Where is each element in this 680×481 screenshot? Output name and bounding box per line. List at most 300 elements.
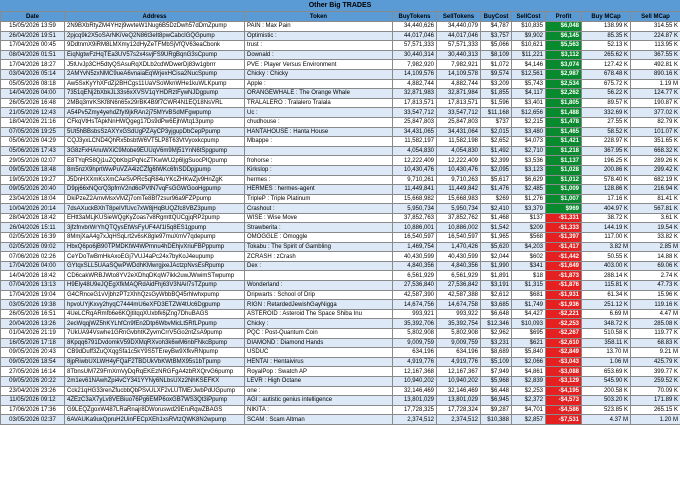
column-header-buy-cost[interactable]: BuyCost (481, 12, 512, 22)
cell-buy-tokens[interactable]: 14,109,576 (393, 69, 437, 79)
cell-profit[interactable]: -$7,531 (546, 415, 582, 425)
cell-address[interactable]: J5tUvJp3CH5dtyQSAsuRqXDLb2cdWDwerDj83w1gbrrr (65, 60, 245, 70)
cell-sell-tokens[interactable]: 4,840,356 (437, 261, 481, 271)
cell-sell-mcap[interactable]: 377.02 K (631, 108, 680, 118)
cell-sell-tokens[interactable]: 5,950,734 (437, 204, 481, 214)
cell-profit[interactable]: $1,007 (546, 194, 582, 204)
cell-sell-tokens[interactable]: 9,710,263 (437, 175, 481, 185)
cell-sell-tokens[interactable]: 993,922 (437, 309, 481, 319)
cell-token[interactable]: PQC : Post-Quantum Coin (245, 329, 393, 339)
cell-date[interactable]: 23/04/2026 23:26 (1, 386, 65, 396)
cell-buy-cost[interactable]: $3,209 (481, 79, 512, 89)
cell-profit[interactable]: $1,805 (546, 98, 582, 108)
cell-address[interactable]: H9Ely48U9eJQEgXfkMAQRdAidFhj63V3NAiI7sTZpump (65, 281, 245, 291)
cell-profit[interactable]: $3,074 (546, 60, 582, 70)
cell-sell-mcap[interactable]: 101.07 K (631, 127, 680, 137)
cell-sell-mcap[interactable]: 224.87 K (631, 31, 680, 41)
cell-profit[interactable]: -$4,586 (546, 405, 582, 415)
cell-date[interactable]: 17/04/2026 19:04 (1, 290, 65, 300)
cell-sell-mcap[interactable]: 2.74 K (631, 271, 680, 281)
cell-buy-mcap[interactable]: 196.25 K (582, 156, 631, 166)
table-row[interactable] (1, 300, 680, 310)
cell-sell-tokens[interactable]: 4,054,830 (437, 146, 481, 156)
cell-sell-mcap[interactable]: 70.09 K (631, 386, 680, 396)
table-row[interactable] (1, 156, 680, 166)
cell-buy-mcap[interactable]: 50.55 K (582, 252, 631, 262)
cell-buy-cost[interactable]: $2,410 (481, 204, 512, 214)
cell-sell-tokens[interactable]: 37,852,762 (437, 213, 481, 223)
cell-token[interactable]: NIKITA : (245, 405, 393, 415)
cell-buy-cost[interactable]: $8,689 (481, 348, 512, 358)
table-row[interactable] (1, 194, 680, 204)
cell-buy-tokens[interactable]: 1,469,754 (393, 242, 437, 252)
cell-address[interactable]: hpvoUYjKxvy2hyqC7444mU6eXFD3ETZW4tUc6Dgpump (65, 300, 245, 310)
cell-date[interactable]: 18/04/2026 21:16 (1, 117, 65, 127)
cell-date[interactable]: 10/04/2026 20:14 (1, 204, 65, 214)
cell-sell-cost[interactable]: $1,315 (512, 281, 546, 291)
cell-buy-cost[interactable]: $1,542 (481, 223, 512, 233)
table-row[interactable] (1, 338, 680, 348)
table-row[interactable] (1, 252, 680, 262)
cell-sell-tokens[interactable]: 34,431,064 (437, 127, 481, 137)
column-header-sell-cost[interactable]: SellCost (512, 12, 546, 22)
cell-address[interactable]: 3G8zFxHAnuWXiC9Mobe9EUUqV6m9Mj51YnN6tSpgpump (65, 146, 245, 156)
cell-address[interactable]: J5DnHXXmKsXmCAeSvPRc5qR84uYKcZHKwZjv9HnZgK (65, 175, 245, 185)
cell-buy-tokens[interactable]: 10,940,202 (393, 376, 437, 386)
cell-buy-cost[interactable]: $4,787 (481, 22, 512, 32)
cell-buy-tokens[interactable]: 4,054,830 (393, 146, 437, 156)
cell-sell-tokens[interactable]: 1,470,426 (437, 242, 481, 252)
cell-buy-tokens[interactable]: 12,167,368 (393, 367, 437, 377)
cell-sell-cost[interactable]: $12,561 (512, 69, 546, 79)
cell-buy-tokens[interactable]: 993,921 (393, 309, 437, 319)
cell-sell-mcap[interactable]: 82.79 K (631, 117, 680, 127)
cell-token[interactable] (245, 146, 393, 156)
cell-buy-mcap[interactable]: 52.13 K (582, 41, 631, 51)
cell-token[interactable]: ORANGEWHALE : The Orange Whale (245, 89, 393, 99)
cell-buy-tokens[interactable]: 15,668,982 (393, 194, 437, 204)
cell-profit[interactable]: $1,478 (546, 117, 582, 127)
cell-sell-tokens[interactable]: 40,430,599 (437, 252, 481, 262)
cell-profit[interactable]: -$1,649 (546, 261, 582, 271)
cell-profit[interactable]: -$1,333 (546, 223, 582, 233)
cell-sell-tokens[interactable]: 33,547,712 (437, 108, 481, 118)
cell-token[interactable]: WISE : Wise Move (245, 213, 393, 223)
cell-buy-cost[interactable]: $7,949 (481, 367, 512, 377)
cell-profit[interactable]: -$1,931 (546, 290, 582, 300)
cell-buy-cost[interactable]: $3,231 (481, 338, 512, 348)
table-row[interactable] (1, 175, 680, 185)
cell-sell-mcap[interactable]: 1.20 M (631, 415, 680, 425)
cell-sell-tokens[interactable]: 10,430,476 (437, 165, 481, 175)
cell-buy-cost[interactable]: $12,346 (481, 319, 512, 329)
cell-date[interactable]: 09/05/2026 20:22 (1, 376, 65, 386)
cell-address[interactable]: DkiPzeZ2AmvMsxVMZj7omTe8Bf7zsur96a9FZPpump (65, 194, 245, 204)
cell-buy-cost[interactable]: $1,492 (481, 146, 512, 156)
table-row[interactable] (1, 290, 680, 300)
cell-buy-cost[interactable]: $2,612 (481, 290, 512, 300)
cell-sell-cost[interactable]: $11,221 (512, 50, 546, 60)
cell-date[interactable]: 09/05/2026 18:54 (1, 357, 65, 367)
cell-sell-cost[interactable]: $621 (512, 338, 546, 348)
cell-address[interactable]: EiqNgtwFzHqTEa3UV57s2x4svjFS9URgBqnG3sCpump (65, 50, 245, 60)
cell-date[interactable]: 26/04/2026 19:51 (1, 31, 65, 41)
cell-sell-cost[interactable]: $681 (512, 290, 546, 300)
cell-buy-mcap[interactable]: 251.12 K (582, 300, 631, 310)
cell-profit[interactable]: $1,028 (546, 165, 582, 175)
cell-sell-tokens[interactable]: 17,813,571 (437, 98, 481, 108)
cell-date[interactable]: 09/05/2026 18:48 (1, 165, 65, 175)
table-row[interactable] (1, 386, 680, 396)
cell-sell-cost[interactable]: $4,117 (512, 89, 546, 99)
cell-token[interactable]: USDUC (245, 348, 393, 358)
column-header-sell-mcap[interactable]: Sell MCap (631, 12, 680, 22)
cell-sell-tokens[interactable]: 634,196 (437, 348, 481, 358)
cell-sell-cost[interactable]: $1,749 (512, 300, 546, 310)
cell-token[interactable]: one : (245, 386, 393, 396)
table-row[interactable] (1, 50, 680, 60)
cell-sell-tokens[interactable]: 30,440,313 (437, 50, 481, 60)
table-row[interactable] (1, 185, 680, 195)
cell-sell-mcap[interactable]: 68.83 K (631, 338, 680, 348)
cell-buy-cost[interactable]: $8,109 (481, 50, 512, 60)
table-row[interactable] (1, 261, 680, 271)
cell-sell-cost[interactable]: $3,379 (512, 204, 546, 214)
cell-profit[interactable]: -$2,849 (546, 348, 582, 358)
table-row[interactable] (1, 137, 680, 147)
cell-address[interactable]: 7UkUA94Vswhe1GRnGvbhtKZyvmCrrV5Go2ntZsA9pump (65, 329, 245, 339)
cell-date[interactable]: 17/04/2026 18:27 (1, 60, 65, 70)
cell-sell-cost[interactable]: $10,093 (512, 319, 546, 329)
cell-sell-mcap[interactable]: 124.77 K (631, 89, 680, 99)
cell-token[interactable]: Apple : (245, 79, 393, 89)
table-row[interactable] (1, 31, 680, 41)
cell-profit[interactable]: -$2,610 (546, 338, 582, 348)
cell-sell-cost[interactable]: $2,857 (512, 415, 546, 425)
cell-token[interactable]: HANTAHOUSE : Hanta House (245, 127, 393, 137)
cell-address[interactable]: GYtqxSLL5UAaSQwPWDdhKMwrgjxeJActzpNvsEsRpump (65, 261, 245, 271)
cell-sell-tokens[interactable]: 44,017,046 (437, 31, 481, 41)
cell-buy-mcap[interactable]: 117.00 K (582, 233, 631, 243)
cell-sell-tokens[interactable]: 9,009,759 (437, 338, 481, 348)
cell-sell-mcap[interactable]: 33.82 K (631, 233, 680, 243)
cell-date[interactable]: 23/04/2026 18:04 (1, 194, 65, 204)
cell-sell-tokens[interactable]: 35,392,754 (437, 319, 481, 329)
table-row[interactable] (1, 98, 680, 108)
cell-token[interactable]: Chicky : (245, 319, 393, 329)
cell-buy-mcap[interactable]: 200.58 K (582, 386, 631, 396)
cell-token[interactable] (245, 271, 393, 281)
cell-token[interactable]: TripleP : Triple Platinum (245, 194, 393, 204)
cell-sell-cost[interactable]: $18 (512, 271, 546, 281)
cell-sell-cost[interactable]: $4,427 (512, 309, 546, 319)
cell-sell-tokens[interactable]: 42,587,388 (437, 290, 481, 300)
cell-sell-cost[interactable]: $3,536 (512, 156, 546, 166)
cell-buy-tokens[interactable]: 9,009,759 (393, 338, 437, 348)
cell-token[interactable]: chudhouse : (245, 117, 393, 127)
cell-address[interactable]: 2N9BXbRtyZM4YHzj9wvteW1Nug6B5DzDwh57dDmZpump (65, 22, 245, 32)
cell-token[interactable]: Dex : (245, 261, 393, 271)
cell-sell-cost[interactable]: $10,621 (512, 41, 546, 51)
cell-buy-cost[interactable]: $1,990 (481, 261, 512, 271)
cell-profit[interactable]: $2,534 (546, 79, 582, 89)
cell-buy-tokens[interactable]: 12,222,409 (393, 156, 437, 166)
cell-sell-mcap[interactable]: 314.55 K (631, 22, 680, 32)
cell-sell-mcap[interactable]: 668.32 K (631, 146, 680, 156)
cell-buy-mcap[interactable]: 3.82 M (582, 242, 631, 252)
cell-address[interactable]: 8Kpqq6791DvdomkV59DXMqRXvoh3k6wM6nbFNkcBpump (65, 338, 245, 348)
cell-token[interactable]: Mbappe : (245, 137, 393, 147)
cell-date[interactable]: 26/04/2026 15:11 (1, 223, 65, 233)
table-row[interactable] (1, 242, 680, 252)
cell-address[interactable]: Aw5SxKyYhXFdZj2BHCgs11UaVSoWknWHe1kuWLKpump (65, 79, 245, 89)
cell-date[interactable]: 20/04/2026 13:26 (1, 319, 65, 329)
cell-buy-tokens[interactable]: 35,392,706 (393, 319, 437, 329)
cell-address[interactable]: 2m1ev61NAwhZpi4vCY341YYNy6NLbsUXz2NhKSEFKX (65, 376, 245, 386)
cell-sell-cost[interactable]: $3,123 (512, 165, 546, 175)
cell-sell-mcap[interactable]: 113.95 K (631, 41, 680, 51)
cell-sell-tokens[interactable]: 34,440,079 (437, 22, 481, 32)
cell-profit[interactable]: $2,987 (546, 69, 582, 79)
cell-sell-mcap[interactable]: 19.54 K (631, 223, 680, 233)
cell-profit[interactable]: -$4,573 (546, 396, 582, 406)
cell-sell-cost[interactable]: $2,066 (512, 357, 546, 367)
table-row[interactable] (1, 319, 680, 329)
cell-sell-mcap[interactable]: 285.08 K (631, 319, 680, 329)
cell-sell-tokens[interactable]: 11,582,198 (437, 137, 481, 147)
table-row[interactable] (1, 60, 680, 70)
cell-date[interactable]: 07/06/2026 02:26 (1, 252, 65, 262)
cell-profit[interactable]: -$1,873 (546, 271, 582, 281)
cell-profit[interactable]: -$1,876 (546, 281, 582, 291)
cell-profit[interactable]: -$3,088 (546, 367, 582, 377)
cell-sell-mcap[interactable]: 81.41 K (631, 194, 680, 204)
table-row[interactable] (1, 22, 680, 32)
cell-profit[interactable]: $2,262 (546, 89, 582, 99)
column-header-buy-mcap[interactable]: Buy MCap (582, 12, 631, 22)
cell-buy-mcap[interactable]: 17.16 K (582, 194, 631, 204)
cell-token[interactable]: OMOGGLE : Omoggle (245, 233, 393, 243)
cell-sell-mcap[interactable]: 4.47 M (631, 309, 680, 319)
cell-date[interactable]: 27/05/2026 16:14 (1, 367, 65, 377)
cell-address[interactable]: D9pj66xNQcrQ3pfmV2nd6cPVtN7vqFsGGWGooHgpump (65, 185, 245, 195)
table-row[interactable] (1, 223, 680, 233)
cell-buy-mcap[interactable]: 578.40 K (582, 175, 631, 185)
cell-buy-tokens[interactable]: 30,440,314 (393, 50, 437, 60)
cell-date[interactable]: 05/06/2026 17:43 (1, 146, 65, 156)
cell-date[interactable]: 09/05/2026 20:43 (1, 348, 65, 358)
cell-sell-cost[interactable]: $695 (512, 329, 546, 339)
cell-sell-mcap[interactable]: 890.16 K (631, 69, 680, 79)
cell-sell-cost[interactable]: $12,656 (512, 108, 546, 118)
cell-sell-cost[interactable]: $2,839 (512, 376, 546, 386)
cell-sell-tokens[interactable]: 12,222,409 (437, 156, 481, 166)
cell-sell-tokens[interactable]: 57,571,333 (437, 41, 481, 51)
cell-sell-tokens[interactable]: 32,146,469 (437, 386, 481, 396)
cell-buy-cost[interactable]: $1,965 (481, 233, 512, 243)
cell-date[interactable]: 17/04/2026 04:00 (1, 261, 65, 271)
cell-address[interactable]: CB9dDuff3ZuQXqgSfa1c5kY9S5TEreyBw9XfkvRNpump (65, 348, 245, 358)
cell-profit[interactable]: $1,488 (546, 108, 582, 118)
cell-sell-tokens[interactable]: 6,561,929 (437, 271, 481, 281)
column-header-buy-tokens[interactable]: BuyTokens (393, 12, 437, 22)
cell-sell-cost[interactable]: $341 (512, 261, 546, 271)
cell-date[interactable]: 17/06/2026 17:36 (1, 405, 65, 415)
cell-profit[interactable]: -$4,195 (546, 386, 582, 396)
cell-buy-tokens[interactable]: 10,430,476 (393, 165, 437, 175)
cell-sell-cost[interactable]: $1,276 (512, 194, 546, 204)
cell-address[interactable]: E8TYqR58Qj1uZQbKbjzPqNcZTKwWU2p6ljgSuocPIQpump (65, 156, 245, 166)
cell-buy-tokens[interactable]: 10,886,001 (393, 223, 437, 233)
cell-buy-cost[interactable]: $5,968 (481, 376, 512, 386)
cell-buy-mcap[interactable]: 13.70 M (582, 348, 631, 358)
table-row[interactable] (1, 146, 680, 156)
table-row[interactable] (1, 348, 680, 358)
cell-buy-tokens[interactable]: 44,017,046 (393, 31, 437, 41)
column-header-sell-tokens[interactable]: SellTokens (437, 12, 481, 22)
table-row[interactable] (1, 405, 680, 415)
cell-buy-cost[interactable]: $269 (481, 194, 512, 204)
cell-sell-mcap[interactable]: 399.77 K (631, 367, 680, 377)
cell-buy-tokens[interactable]: 4,840,356 (393, 261, 437, 271)
cell-date[interactable]: 16/05/2026 17:18 (1, 338, 65, 348)
cell-buy-tokens[interactable]: 33,547,712 (393, 108, 437, 118)
cell-buy-mcap[interactable]: 678.48 K (582, 69, 631, 79)
cell-buy-mcap[interactable]: 128.86 K (582, 185, 631, 195)
cell-buy-cost[interactable]: $1,596 (481, 98, 512, 108)
cell-sell-mcap[interactable]: 265.15 K (631, 405, 680, 415)
cell-sell-cost[interactable]: $10,835 (512, 22, 546, 32)
cell-date[interactable]: 14/04/2026 04:00 (1, 89, 65, 99)
cell-date[interactable]: 11/05/2026 09:12 (1, 396, 65, 406)
cell-sell-mcap[interactable]: 9.21 M (631, 348, 680, 358)
cell-buy-mcap[interactable]: 358.11 K (582, 338, 631, 348)
cell-address[interactable]: 8jpRiwbUXLWH4yFQaF2TBDUkVbKWtBMX95s1bTpump (65, 357, 245, 367)
cell-token[interactable]: Optimistic : (245, 31, 393, 41)
cell-date[interactable]: 28/04/2026 18:42 (1, 213, 65, 223)
cell-address[interactable]: 2pjcq9k2X5oSArNKiVeQ2N86t3eIt8pwCabcIGQGpump (65, 31, 245, 41)
cell-date[interactable]: 01/04/2026 21:19 (1, 329, 65, 339)
cell-profit[interactable]: $1,421 (546, 137, 582, 147)
cell-date[interactable]: 14/04/2026 18:42 (1, 271, 65, 281)
cell-sell-mcap[interactable]: 682.19 K (631, 175, 680, 185)
cell-buy-cost[interactable]: $3,685 (481, 300, 512, 310)
cell-buy-cost[interactable]: $6,648 (481, 309, 512, 319)
cell-address[interactable]: 2MBq3mrKSKf8N6n65x29rBK4B9f7CWR4N1EQ18NsVRL (65, 98, 245, 108)
cell-buy-mcap[interactable]: 403.00 K (582, 261, 631, 271)
cell-sell-mcap[interactable]: 47.73 K (631, 281, 680, 291)
cell-buy-tokens[interactable]: 13,801,029 (393, 396, 437, 406)
cell-sell-tokens[interactable]: 4,882,744 (437, 79, 481, 89)
cell-sell-mcap[interactable]: 289.26 K (631, 156, 680, 166)
cell-buy-tokens[interactable]: 17,728,325 (393, 405, 437, 415)
cell-sell-tokens[interactable]: 14,674,758 (437, 300, 481, 310)
cell-buy-tokens[interactable]: 11,449,841 (393, 185, 437, 195)
cell-profit[interactable]: -$3,043 (546, 357, 582, 367)
cell-buy-mcap[interactable]: 144.19 K (582, 223, 631, 233)
table-row[interactable] (1, 367, 680, 377)
column-header-profit[interactable]: Profit (546, 12, 582, 22)
table-row[interactable] (1, 271, 680, 281)
cell-buy-tokens[interactable]: 40,430,599 (393, 252, 437, 262)
cell-sell-mcap[interactable]: 1.19 M (631, 79, 680, 89)
cell-address[interactable]: HbxQ6po6jB90TPMDKtW4WPmnu4hDEhjvXriuFBPppump (65, 242, 245, 252)
cell-buy-tokens[interactable]: 5,950,734 (393, 204, 437, 214)
cell-sell-mcap[interactable]: 367.55 K (631, 50, 680, 60)
cell-buy-tokens[interactable]: 5,802,908 (393, 329, 437, 339)
cell-token[interactable]: hermes : (245, 175, 393, 185)
cell-buy-cost[interactable]: $1,072 (481, 60, 512, 70)
cell-address[interactable]: CQJ3yxLCND4QhRx5bsbtW6VT5LP8T63VtVyoxkcpump (65, 137, 245, 147)
table-row[interactable] (1, 213, 680, 223)
cell-address[interactable]: A54Pv5Zmy4yehdZfyI9jkRAn2j75MYvBSdMFgwpump (65, 108, 245, 118)
cell-address[interactable]: 8MmjXaA4g7xJqHSqLrt2v6sK8gle97muXmV7qdepump (65, 233, 245, 243)
cell-buy-mcap[interactable]: 89.57 K (582, 98, 631, 108)
cell-token[interactable]: LEVR : High Octane (245, 376, 393, 386)
cell-buy-mcap[interactable]: 228.97 K (582, 137, 631, 147)
table-row[interactable] (1, 117, 680, 127)
cell-sell-tokens[interactable]: 15,668,983 (437, 194, 481, 204)
cell-profit[interactable]: $1,009 (546, 185, 582, 195)
cell-date[interactable]: 08/04/2026 01:51 (1, 50, 65, 60)
cell-address[interactable]: Cck21qHG33renZfucbbQbPSvULXF2vLUTMErJwbPdUGpump (65, 386, 245, 396)
cell-date[interactable]: 02/05/2026 16:39 (1, 233, 65, 243)
cell-buy-cost[interactable]: $6,448 (481, 386, 512, 396)
table-row[interactable] (1, 69, 680, 79)
cell-profit[interactable]: -$1,397 (546, 233, 582, 243)
cell-sell-mcap[interactable]: 259.52 K (631, 376, 680, 386)
cell-sell-cost[interactable]: $209 (512, 223, 546, 233)
cell-profit[interactable]: $6,145 (546, 31, 582, 41)
cell-sell-tokens[interactable]: 12,167,367 (437, 367, 481, 377)
table-row[interactable] (1, 376, 680, 386)
cell-sell-tokens[interactable]: 10,886,002 (437, 223, 481, 233)
cell-buy-tokens[interactable]: 42,587,390 (393, 290, 437, 300)
cell-buy-mcap[interactable]: 523.85 K (582, 405, 631, 415)
cell-address[interactable]: 7dsAXuckBXhT8peIVfUvc7xW8jHqBUQZfc8VBZ3pump (65, 204, 245, 214)
cell-token[interactable]: Dripwarts : School of Drip (245, 290, 393, 300)
cell-buy-mcap[interactable]: 27.55 K (582, 117, 631, 127)
cell-token[interactable]: frohorse : (245, 156, 393, 166)
cell-buy-mcap[interactable]: 85.35 K (582, 31, 631, 41)
cell-date[interactable]: 26/05/2026 16:48 (1, 98, 65, 108)
table-row[interactable] (1, 79, 680, 89)
cell-address[interactable]: 7351qENj2bXbkJL33s6xXVSV1qYHDRztFywNJDgpump (65, 89, 245, 99)
cell-sell-cost[interactable]: $2,485 (512, 185, 546, 195)
cell-sell-cost[interactable]: $2,372 (512, 396, 546, 406)
cell-sell-mcap[interactable]: 171.89 K (631, 396, 680, 406)
cell-buy-mcap[interactable]: 332.69 K (582, 108, 631, 118)
cell-address[interactable]: EHtt3aMLjKUSieWQgKyZoas7v8RgmttQUCgjqRP2pump (65, 213, 245, 223)
cell-address[interactable]: 9DdtnmX9iRM8LMXmy12dHyZeTFMbSjVfQV63eaCbonk (65, 41, 245, 51)
cell-buy-cost[interactable]: $5,066 (481, 41, 512, 51)
cell-sell-mcap[interactable]: 15.96 K (631, 290, 680, 300)
cell-token[interactable]: Crashout : (245, 204, 393, 214)
table-row[interactable] (1, 204, 680, 214)
cell-profit[interactable]: $3,112 (546, 50, 582, 60)
cell-buy-cost[interactable]: $1,855 (481, 89, 512, 99)
column-header-date[interactable]: Date (1, 12, 65, 22)
cell-buy-cost[interactable]: $3,191 (481, 281, 512, 291)
cell-buy-cost[interactable]: $2,044 (481, 252, 512, 262)
cell-sell-mcap[interactable]: 299.42 K (631, 165, 680, 175)
cell-address[interactable]: 6AVAUKa9uxQpruH2UinFECpXEh1xsRVtzQWK8N2wpump (65, 415, 245, 425)
cell-sell-cost[interactable]: $5,743 (512, 79, 546, 89)
table-row[interactable] (1, 357, 680, 367)
cell-sell-cost[interactable]: $9,902 (512, 31, 546, 41)
cell-buy-mcap[interactable]: 61.34 K (582, 290, 631, 300)
cell-sell-mcap[interactable]: 425.79 K (631, 357, 680, 367)
